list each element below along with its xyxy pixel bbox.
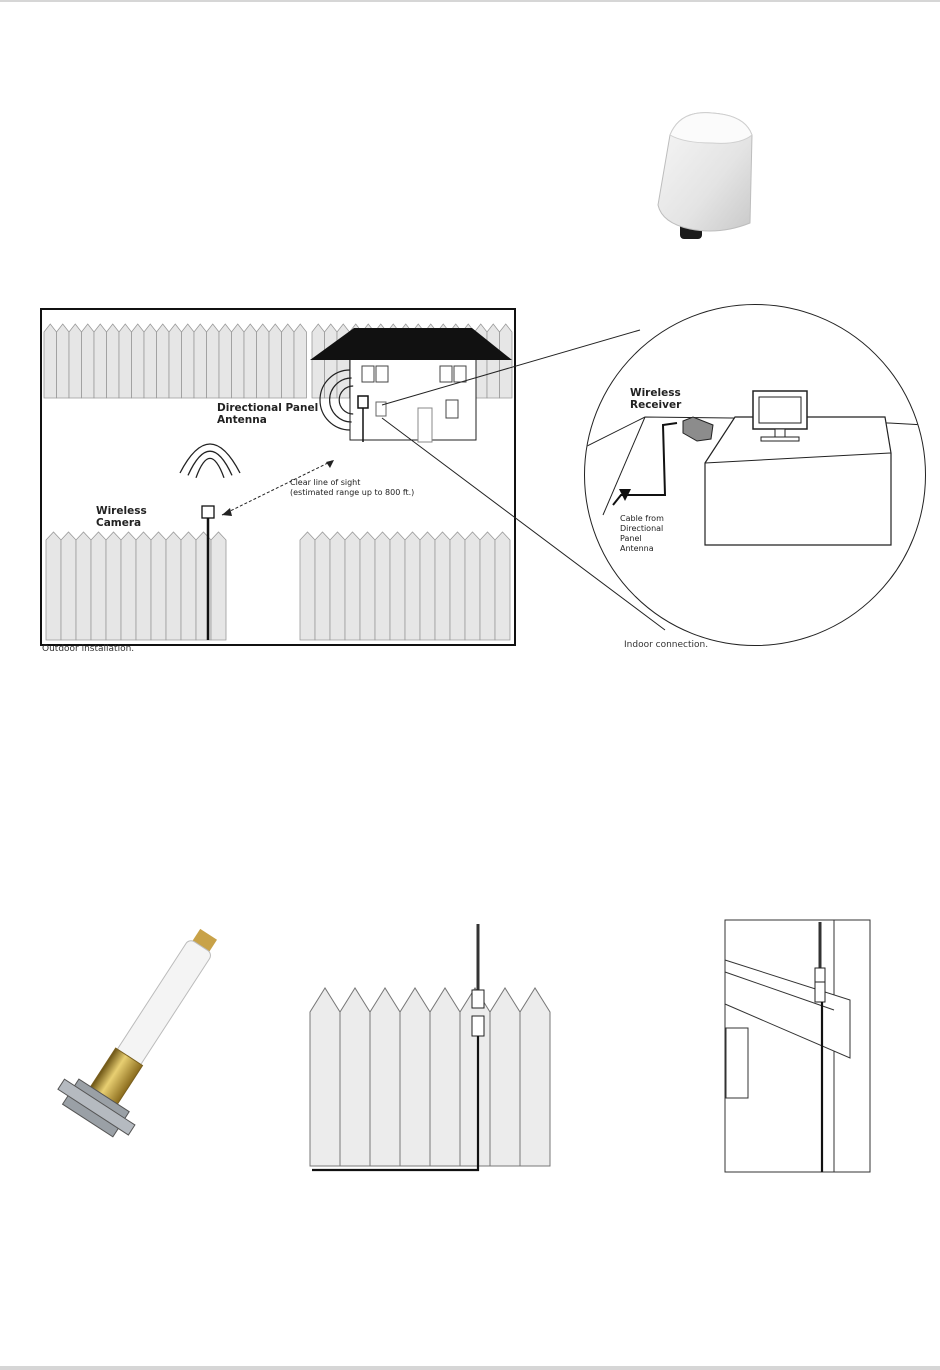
label-line: Antenna — [620, 544, 654, 553]
label-line: Clear line of sight — [290, 478, 361, 487]
indoor-scene — [585, 305, 925, 645]
fence-picket — [430, 988, 460, 1166]
fence-picket — [460, 988, 490, 1166]
label-line: Receiver — [630, 399, 682, 411]
label-line: Directional Panel — [217, 402, 319, 414]
label-line: Panel — [620, 534, 642, 543]
indoor-diagram — [584, 304, 926, 646]
label-line: Directional — [620, 524, 664, 533]
wall-mount-illustration — [724, 918, 872, 1174]
antenna-bracket — [472, 1016, 484, 1036]
fence-mount-illustration — [300, 920, 555, 1175]
label-line: (estimated range up to 800 ft.) — [290, 488, 415, 497]
label-line: Wireless — [96, 505, 147, 517]
indoor-caption: Indoor connection. — [624, 640, 709, 650]
label-line: Camera — [96, 517, 142, 529]
cable-label — [620, 514, 664, 554]
label-line: Cable from — [620, 514, 664, 523]
label-line: Antenna — [217, 414, 267, 426]
fence-picket — [340, 988, 370, 1166]
fence-picket — [400, 988, 430, 1166]
label-line: Wireless — [630, 387, 681, 399]
omni-antenna-photo — [40, 910, 250, 1170]
fence-picket — [370, 988, 400, 1166]
bottom-rule — [0, 1366, 940, 1370]
fence-picket — [520, 988, 550, 1166]
outdoor-caption: Outdoor installation. — [42, 644, 135, 654]
receiver-label — [630, 387, 681, 411]
fence-picket — [490, 988, 520, 1166]
antenna-bracket — [472, 990, 484, 1008]
fence-picket — [310, 988, 340, 1166]
